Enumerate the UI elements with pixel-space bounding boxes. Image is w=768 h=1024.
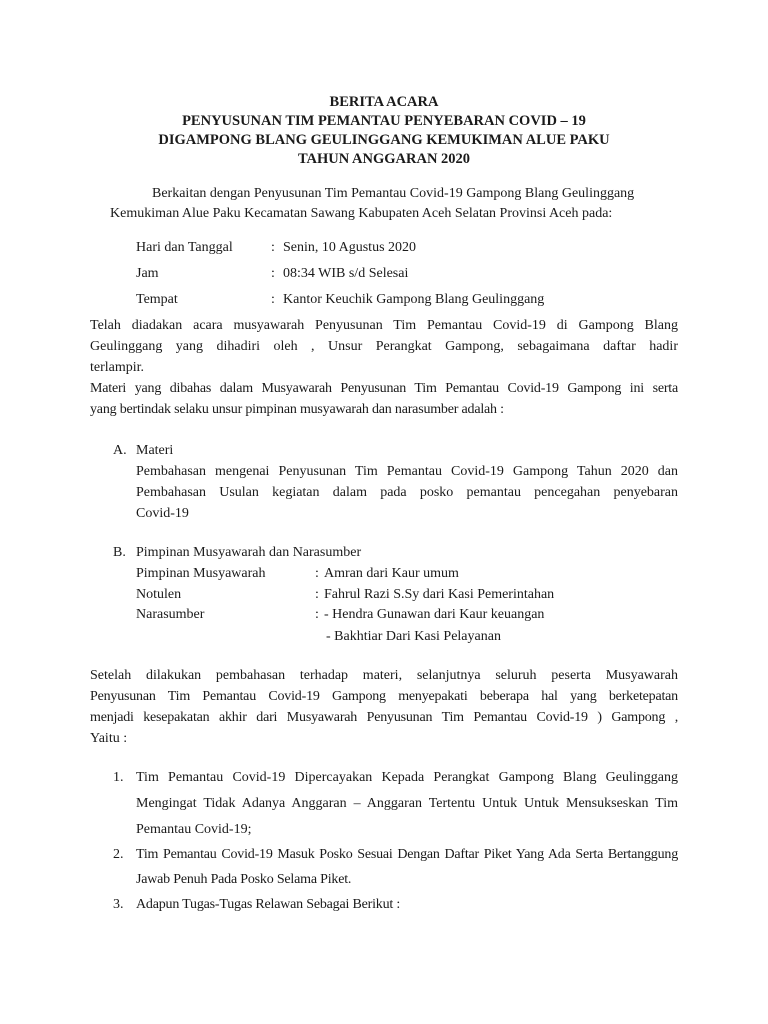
list-item-number: 1.	[113, 770, 124, 785]
section-b-label: Pimpinan Musyawarah	[136, 566, 266, 581]
intro-line-1: Berkaitan dengan Penyusunan Tim Pemantau Covid-19 Gampong Blang Geulinggang	[152, 186, 635, 201]
list-item-number: 2.	[113, 847, 124, 862]
section-b-title: Pimpinan Musyawarah dan Narasumber	[136, 545, 362, 560]
section-b-value: - Hendra Gunawan dari Kaur keuangan	[324, 607, 545, 622]
section-a-title: Materi	[136, 443, 174, 458]
para3-line-4: Yaitu :	[90, 731, 128, 746]
section-b-colon: :	[315, 566, 319, 581]
schedule-value: 08:34 WIB s/d Selesai	[283, 266, 409, 281]
section-b-marker: B.	[113, 545, 126, 560]
list-item-1-line-3: Pemantau Covid-19;	[136, 822, 252, 837]
section-b-colon: :	[315, 607, 319, 622]
doc-subtitle-2: DIGAMPONG BLANG GEULINGGANG KEMUKIMAN ALUE PAKU	[158, 132, 610, 148]
schedule-colon: :	[271, 266, 275, 281]
schedule-colon: :	[271, 240, 275, 255]
list-item-2-line-1: Tim Pemantau Covid-19 Masuk Posko Sesuai Dengan Daftar Piket Yang Ada Serta Bertanggung	[136, 847, 678, 862]
schedule-label: Tempat	[136, 292, 178, 307]
doc-subtitle-1: PENYUSUNAN TIM PEMANTAU PENYEBARAN COVID – 19	[182, 113, 586, 129]
schedule-colon: :	[271, 292, 275, 307]
schedule-row-time	[136, 264, 636, 284]
list-item-2-line-2: Jawab Penuh Pada Posko Selama Piket.	[136, 872, 352, 887]
schedule-value: Senin, 10 Agustus 2020	[283, 240, 417, 255]
section-b-row-leader	[136, 564, 636, 584]
schedule-label: Jam	[136, 266, 159, 281]
section-b-value: Fahrul Razi S.Sy dari Kasi Pemerintahan	[324, 587, 555, 602]
section-b-colon: :	[315, 587, 319, 602]
section-a-line-1: Pembahasan mengenai Penyusunan Tim Pemantau Covid-19 Gampong Tahun 2020 dan	[136, 464, 678, 479]
section-b-value: Amran dari Kaur umum	[324, 566, 459, 581]
list-item-1-line-2: Mengingat Tidak Adanya Anggaran – Anggaran Tertentu Untuk Untuk Mensukseskan Tim	[136, 796, 678, 811]
section-b-label: Narasumber	[136, 607, 205, 622]
para1-line-2: Geulinggang yang dihadiri oleh , Unsur Perangkat Gampong, sebagaimana daftar hadir	[90, 339, 678, 354]
section-b-row-notulen	[136, 585, 636, 605]
section-b-extra-speaker: - Bakhtiar Dari Kasi Pelayanan	[326, 629, 501, 644]
section-a-line-2: Pembahasan Usulan kegiatan dalam pada posko pemantau pencegahan penyebaran	[136, 485, 678, 500]
doc-title: BERITA ACARA	[329, 94, 439, 110]
para2-line-2: yang bertindak selaku unsur pimpinan musyawarah dan narasumber adalah :	[90, 402, 504, 417]
list-item-1-line-1: Tim Pemantau Covid-19 Dipercayakan Kepada Perangkat Gampong Blang Geulinggang	[136, 770, 678, 785]
para3-line-1: Setelah dilakukan pembahasan terhadap materi, selanjutnya seluruh peserta Musyawarah	[90, 668, 678, 683]
schedule-row-date	[136, 238, 636, 258]
intro-line-2: Kemukiman Alue Paku Kecamatan Sawang Kabupaten Aceh Selatan Provinsi Aceh pada:	[110, 206, 613, 221]
section-b-label: Notulen	[136, 587, 182, 602]
schedule-row-place	[136, 290, 636, 310]
schedule-value: Kantor Keuchik Gampong Blang Geulinggang	[283, 292, 545, 307]
doc-subtitle-3: TAHUN ANGGARAN 2020	[297, 151, 471, 167]
para3-line-3: menjadi kesepakatan akhir dari Musyawarah Penyusunan Tim Pemantau Covid-19 ) Gampong ,	[90, 710, 678, 725]
para1-line-3: terlampir.	[90, 360, 145, 375]
section-a-marker: A.	[113, 443, 127, 458]
section-b-row-speaker	[136, 605, 636, 625]
schedule-label: Hari dan Tanggal	[136, 240, 233, 255]
section-a-line-3: Covid-19	[136, 506, 189, 521]
para3-line-2: Penyusunan Tim Pemantau Covid-19 Gampong menyepakati beberapa hal yang berketepatan	[90, 689, 678, 704]
list-item-number: 3.	[113, 897, 124, 912]
list-item-3-line-1: Adapun Tugas-Tugas Relawan Sebagai Berikut :	[136, 897, 401, 912]
para1-line-1: Telah diadakan acara musyawarah Penyusunan Tim Pemantau Covid-19 di Gampong Blang	[90, 318, 678, 333]
para2-line-1: Materi yang dibahas dalam Musyawarah Penyusunan Tim Pemantau Covid-19 Gampong ini serta	[90, 381, 678, 396]
